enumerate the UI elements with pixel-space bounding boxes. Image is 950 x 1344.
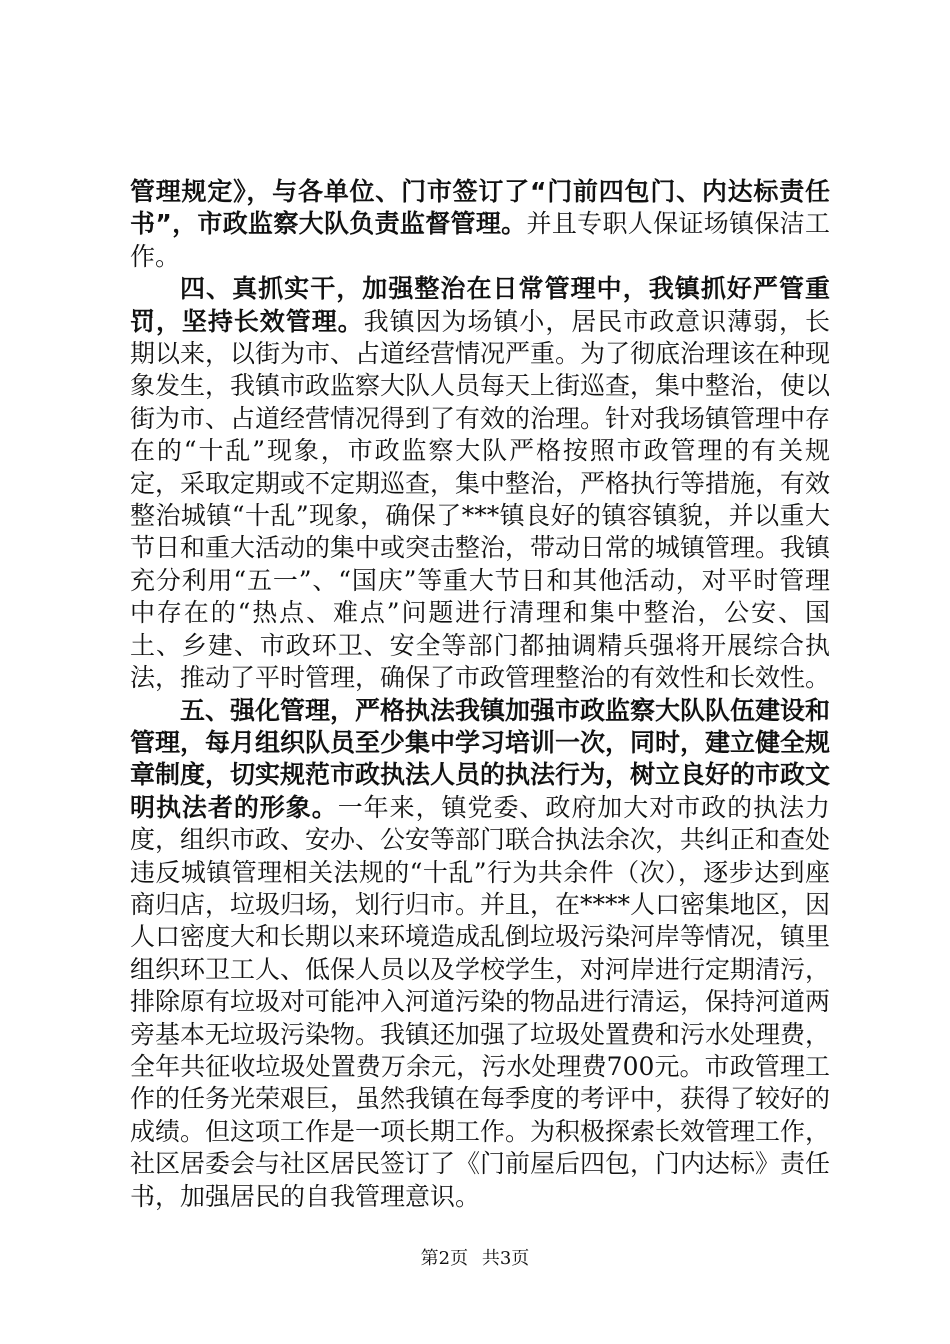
paragraph-3 — [130, 695, 830, 1214]
paragraph-1-bold-text: 管理规定》，与各单位、门市签订了“门前四包门、内达标责任书”，市政监察大队负责监督管理。 — [130, 177, 830, 239]
paragraph-2-heading: 四、真抓实干，加强整治在日常管理中，我镇抓好严管重罚，坚持长效管理。 — [130, 274, 830, 336]
page-footer — [0, 1244, 950, 1270]
paragraph-1 — [130, 176, 830, 273]
page-total: 共3页 — [481, 1248, 530, 1269]
paragraph-1-text: 并且专职人保证场镇保洁工作。 — [130, 209, 830, 271]
paragraph-3-text: 一年来，镇党委、政府加大对市政的执法力度，组织市政、安办、公安等部门联合执法余次，共纠正和查处违反城镇管理相关法规的“十乱”行为共余件（次），逐步达到座商归店，垃圾归场，划行归市。并且，在****人口密集地区，因人口密度大和长期以来环境造成乱倒垃圾污染河岸等情况，镇里组织环卫工人、低保人员以及学校学生，对河岸进行定期清污，排除原有垃圾对可能冲入河道污染的物品进行清运，保持河道两旁基本无垃圾污染物。我镇还加强了垃圾处置费和污水处理费，全年共征收垃圾处置费万余元，污水处理费700元。市政管理工作的任务光荣艰巨，虽然我镇在每季度的考评中，获得了较好的成绩。但这项工作是一项长期工作。为积极探索长效管理工作，社区居委会与社区居民签订了《门前屋后四包，门内达标》责任书，加强居民的自我管理意识。 — [130, 792, 831, 1211]
document-body — [130, 176, 830, 1213]
page-number: 第2页 — [420, 1248, 469, 1269]
paragraph-2 — [130, 273, 830, 694]
paragraph-2-text: 我镇因为场镇小，居民市政意识薄弱，长期以来，以街为市、占道经营情况严重。为了彻底治理该在种现象发生，我镇市政监察大队人员每天上街巡查，集中整治，使以街为市、占道经营情况得到了有效的治理。针对我场镇管理中存在的“十乱”现象，市政监察大队严格按照市政管理的有关规定，采取定期或不定期巡查，集中整治，严格执行等措施，有效整治城镇“十乱”现象，确保了***镇良好的镇容镇貌，并以重大节日和重大活动的集中或突击整治，带动日常的城镇管理。我镇充分利用“五一”、“国庆”等重大节日和其他活动，对平时管理中存在的“热点、难点”问题进行清理和集中整治，公安、国土、乡建、市政环卫、安全等部门都抽调精兵强将开展综合执法，推动了平时管理，确保了市政管理整治的有效性和长效性。 — [130, 306, 831, 693]
paragraph-3-heading: 五、强化管理，严格执法我镇加强市政监察大队队伍建设和管理，每月组织队员至少集中学习培训一次，同时，建立健全规章制度，切实规范市政执法人员的执法行为，树立良好的市政文明执法者的形象。 — [130, 695, 831, 822]
